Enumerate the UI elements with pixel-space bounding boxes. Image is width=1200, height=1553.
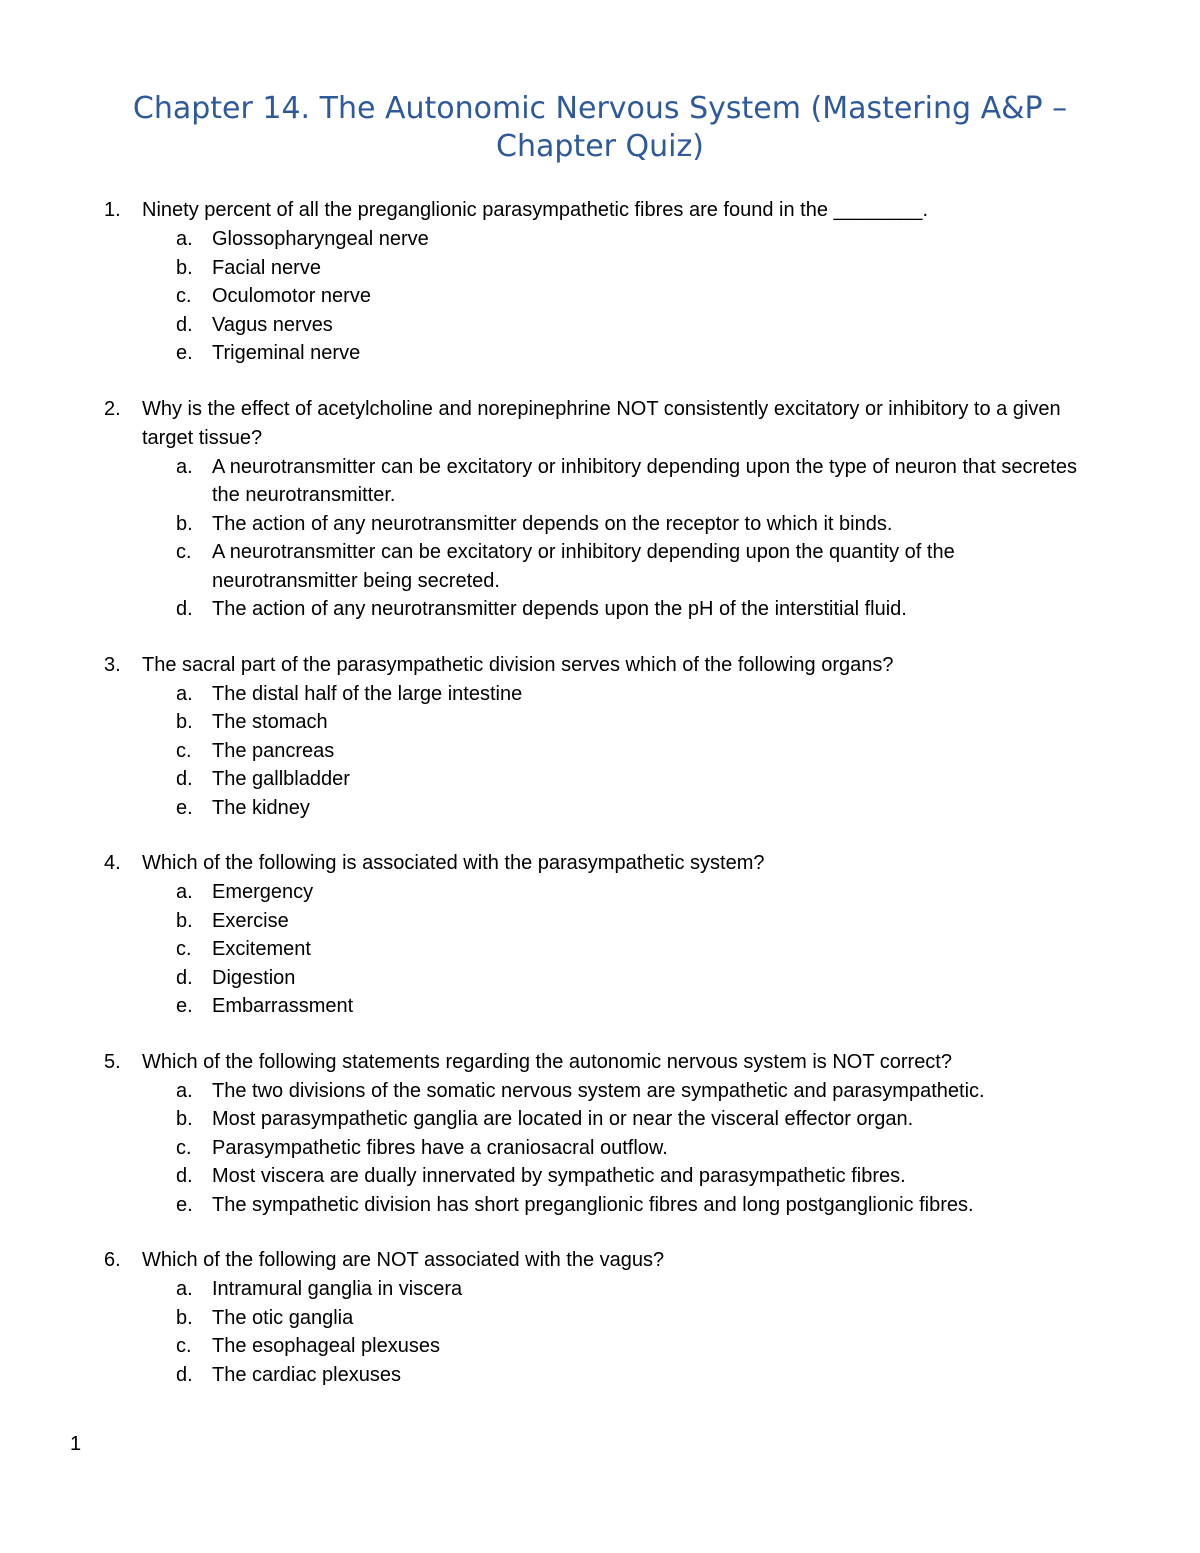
answer-options [0, 1077, 1200, 1220]
option-letter: e. [176, 1193, 193, 1216]
answer-option [0, 1304, 1200, 1333]
option-text: A neurotransmitter can be excitatory or inhibitory depending upon the type of neuron that secretes the neurotransmitter. [212, 455, 1077, 506]
option-letter: d. [176, 768, 193, 790]
answer-option [0, 595, 1200, 624]
option-text: Oculomotor nerve [212, 285, 371, 307]
option-letter: b. [176, 711, 193, 733]
option-letter: a. [176, 455, 193, 478]
option-letter: c. [176, 541, 192, 563]
option-letter: c. [176, 739, 192, 762]
option-letter: a. [176, 682, 193, 705]
question-number: 2. [104, 397, 121, 420]
option-text: Digestion [212, 966, 296, 989]
option-text: The esophageal plexuses [212, 1335, 440, 1357]
option-text: Emergency [212, 881, 314, 903]
answer-options [0, 453, 1200, 624]
option-text: Parasympathetic fibres have a craniosacral outflow. [212, 1136, 668, 1159]
option-letter: d. [176, 1363, 193, 1386]
answer-option [0, 1275, 1200, 1304]
option-text: Exercise [212, 909, 289, 932]
option-text: A neurotransmitter can be excitatory or inhibitory depending upon the quantity of the neurotransmitter being secreted. [212, 541, 955, 592]
question-item [0, 196, 1200, 368]
answer-option [0, 282, 1200, 311]
answer-option [0, 737, 1200, 766]
option-letter: e. [176, 995, 193, 1017]
answer-option [0, 878, 1200, 907]
answer-option [0, 339, 1200, 368]
question-text: Why is the effect of acetylcholine and norepinephrine NOT consistently excitatory or inhibitory to a given target tissue? [142, 397, 1061, 449]
option-letter: d. [176, 1165, 193, 1187]
question-number: 5. [104, 1050, 121, 1073]
option-text: Most parasympathetic ganglia are located in or near the visceral effector organ. [212, 1108, 914, 1130]
answer-option [0, 1332, 1200, 1361]
option-letter: d. [176, 313, 193, 336]
option-text: Excitement [212, 938, 311, 960]
answer-option [0, 765, 1200, 794]
option-letter: b. [176, 1108, 193, 1130]
option-letter: c. [176, 938, 192, 960]
option-letter: a. [176, 228, 193, 250]
option-text: The pancreas [212, 739, 335, 762]
answer-option [0, 935, 1200, 964]
question-item [0, 1246, 1200, 1389]
answer-option [0, 1134, 1200, 1163]
option-text: The distal half of the large intestine [212, 682, 523, 705]
question-text: Which of the following statements regarding the autonomic nervous system is NOT correct? [142, 1050, 952, 1073]
question-number: 3. [104, 653, 121, 676]
answer-options [0, 878, 1200, 1021]
option-text: The action of any neurotransmitter depends upon the pH of the interstitial fluid. [212, 598, 907, 620]
page-number: 1 [70, 1433, 82, 1455]
answer-options [0, 225, 1200, 368]
answer-option [0, 708, 1200, 737]
question-number: 1. [104, 199, 121, 221]
answer-option [0, 510, 1200, 539]
option-letter: e. [176, 342, 193, 364]
option-letter: b. [176, 256, 193, 279]
option-text: The gallbladder [212, 768, 350, 790]
option-letter: a. [176, 1079, 193, 1102]
option-text: Intramural ganglia in viscera [212, 1278, 463, 1300]
option-letter: b. [176, 909, 193, 932]
option-letter: c. [176, 1136, 192, 1159]
answer-options [0, 680, 1200, 823]
option-letter: e. [176, 796, 193, 819]
page-title: Chapter 14. The Autonomic Nervous System (Mastering A&P – Chapter Quiz) [132, 91, 1068, 164]
option-letter: d. [176, 598, 193, 620]
answer-option [0, 794, 1200, 823]
question-text: Ninety percent of all the preganglionic parasympathetic fibres are found in the ________. [142, 199, 929, 221]
option-text: The otic ganglia [212, 1306, 354, 1329]
answer-option [0, 964, 1200, 993]
option-text: The two divisions of the somatic nervous system are sympathetic and parasympathetic. [212, 1079, 985, 1102]
question-text: Which of the following are NOT associated with the vagus? [142, 1249, 665, 1271]
answer-option [0, 1077, 1200, 1106]
answer-option [0, 1191, 1200, 1220]
option-text: Vagus nerves [212, 313, 333, 336]
option-letter: d. [176, 966, 193, 989]
question-list [0, 196, 1200, 1416]
option-letter: a. [176, 1278, 193, 1300]
option-letter: b. [176, 1306, 193, 1329]
answer-option [0, 311, 1200, 340]
answer-option [0, 1162, 1200, 1191]
answer-option [0, 1105, 1200, 1134]
option-text: The stomach [212, 711, 328, 733]
option-letter: c. [176, 285, 192, 307]
answer-option [0, 453, 1200, 510]
option-text: The sympathetic division has short preganglionic fibres and long postganglionic fibres. [212, 1193, 974, 1216]
answer-option [0, 680, 1200, 709]
option-text: Most viscera are dually innervated by sympathetic and parasympathetic fibres. [212, 1165, 906, 1187]
option-text: The cardiac plexuses [212, 1363, 401, 1386]
question-text: Which of the following is associated with the parasympathetic system? [142, 852, 765, 874]
question-number: 4. [104, 852, 121, 874]
question-item [0, 395, 1200, 624]
option-text: Facial nerve [212, 256, 321, 279]
answer-option [0, 992, 1200, 1021]
option-letter: a. [176, 881, 193, 903]
option-text: Trigeminal nerve [212, 342, 361, 364]
question-number: 6. [104, 1249, 121, 1271]
option-letter: c. [176, 1335, 192, 1357]
option-letter: b. [176, 512, 193, 535]
option-text: The kidney [212, 796, 310, 819]
question-text: The sacral part of the parasympathetic division serves which of the following organs? [142, 653, 894, 676]
question-item [0, 849, 1200, 1021]
answer-option [0, 254, 1200, 283]
answer-option [0, 225, 1200, 254]
question-item [0, 651, 1200, 823]
answer-option [0, 1361, 1200, 1390]
option-text: Embarrassment [212, 995, 354, 1017]
option-text: The action of any neurotransmitter depends on the receptor to which it binds. [212, 512, 893, 535]
answer-options [0, 1275, 1200, 1389]
option-text: Glossopharyngeal nerve [212, 228, 429, 250]
answer-option [0, 907, 1200, 936]
question-item [0, 1048, 1200, 1220]
answer-option [0, 538, 1200, 595]
